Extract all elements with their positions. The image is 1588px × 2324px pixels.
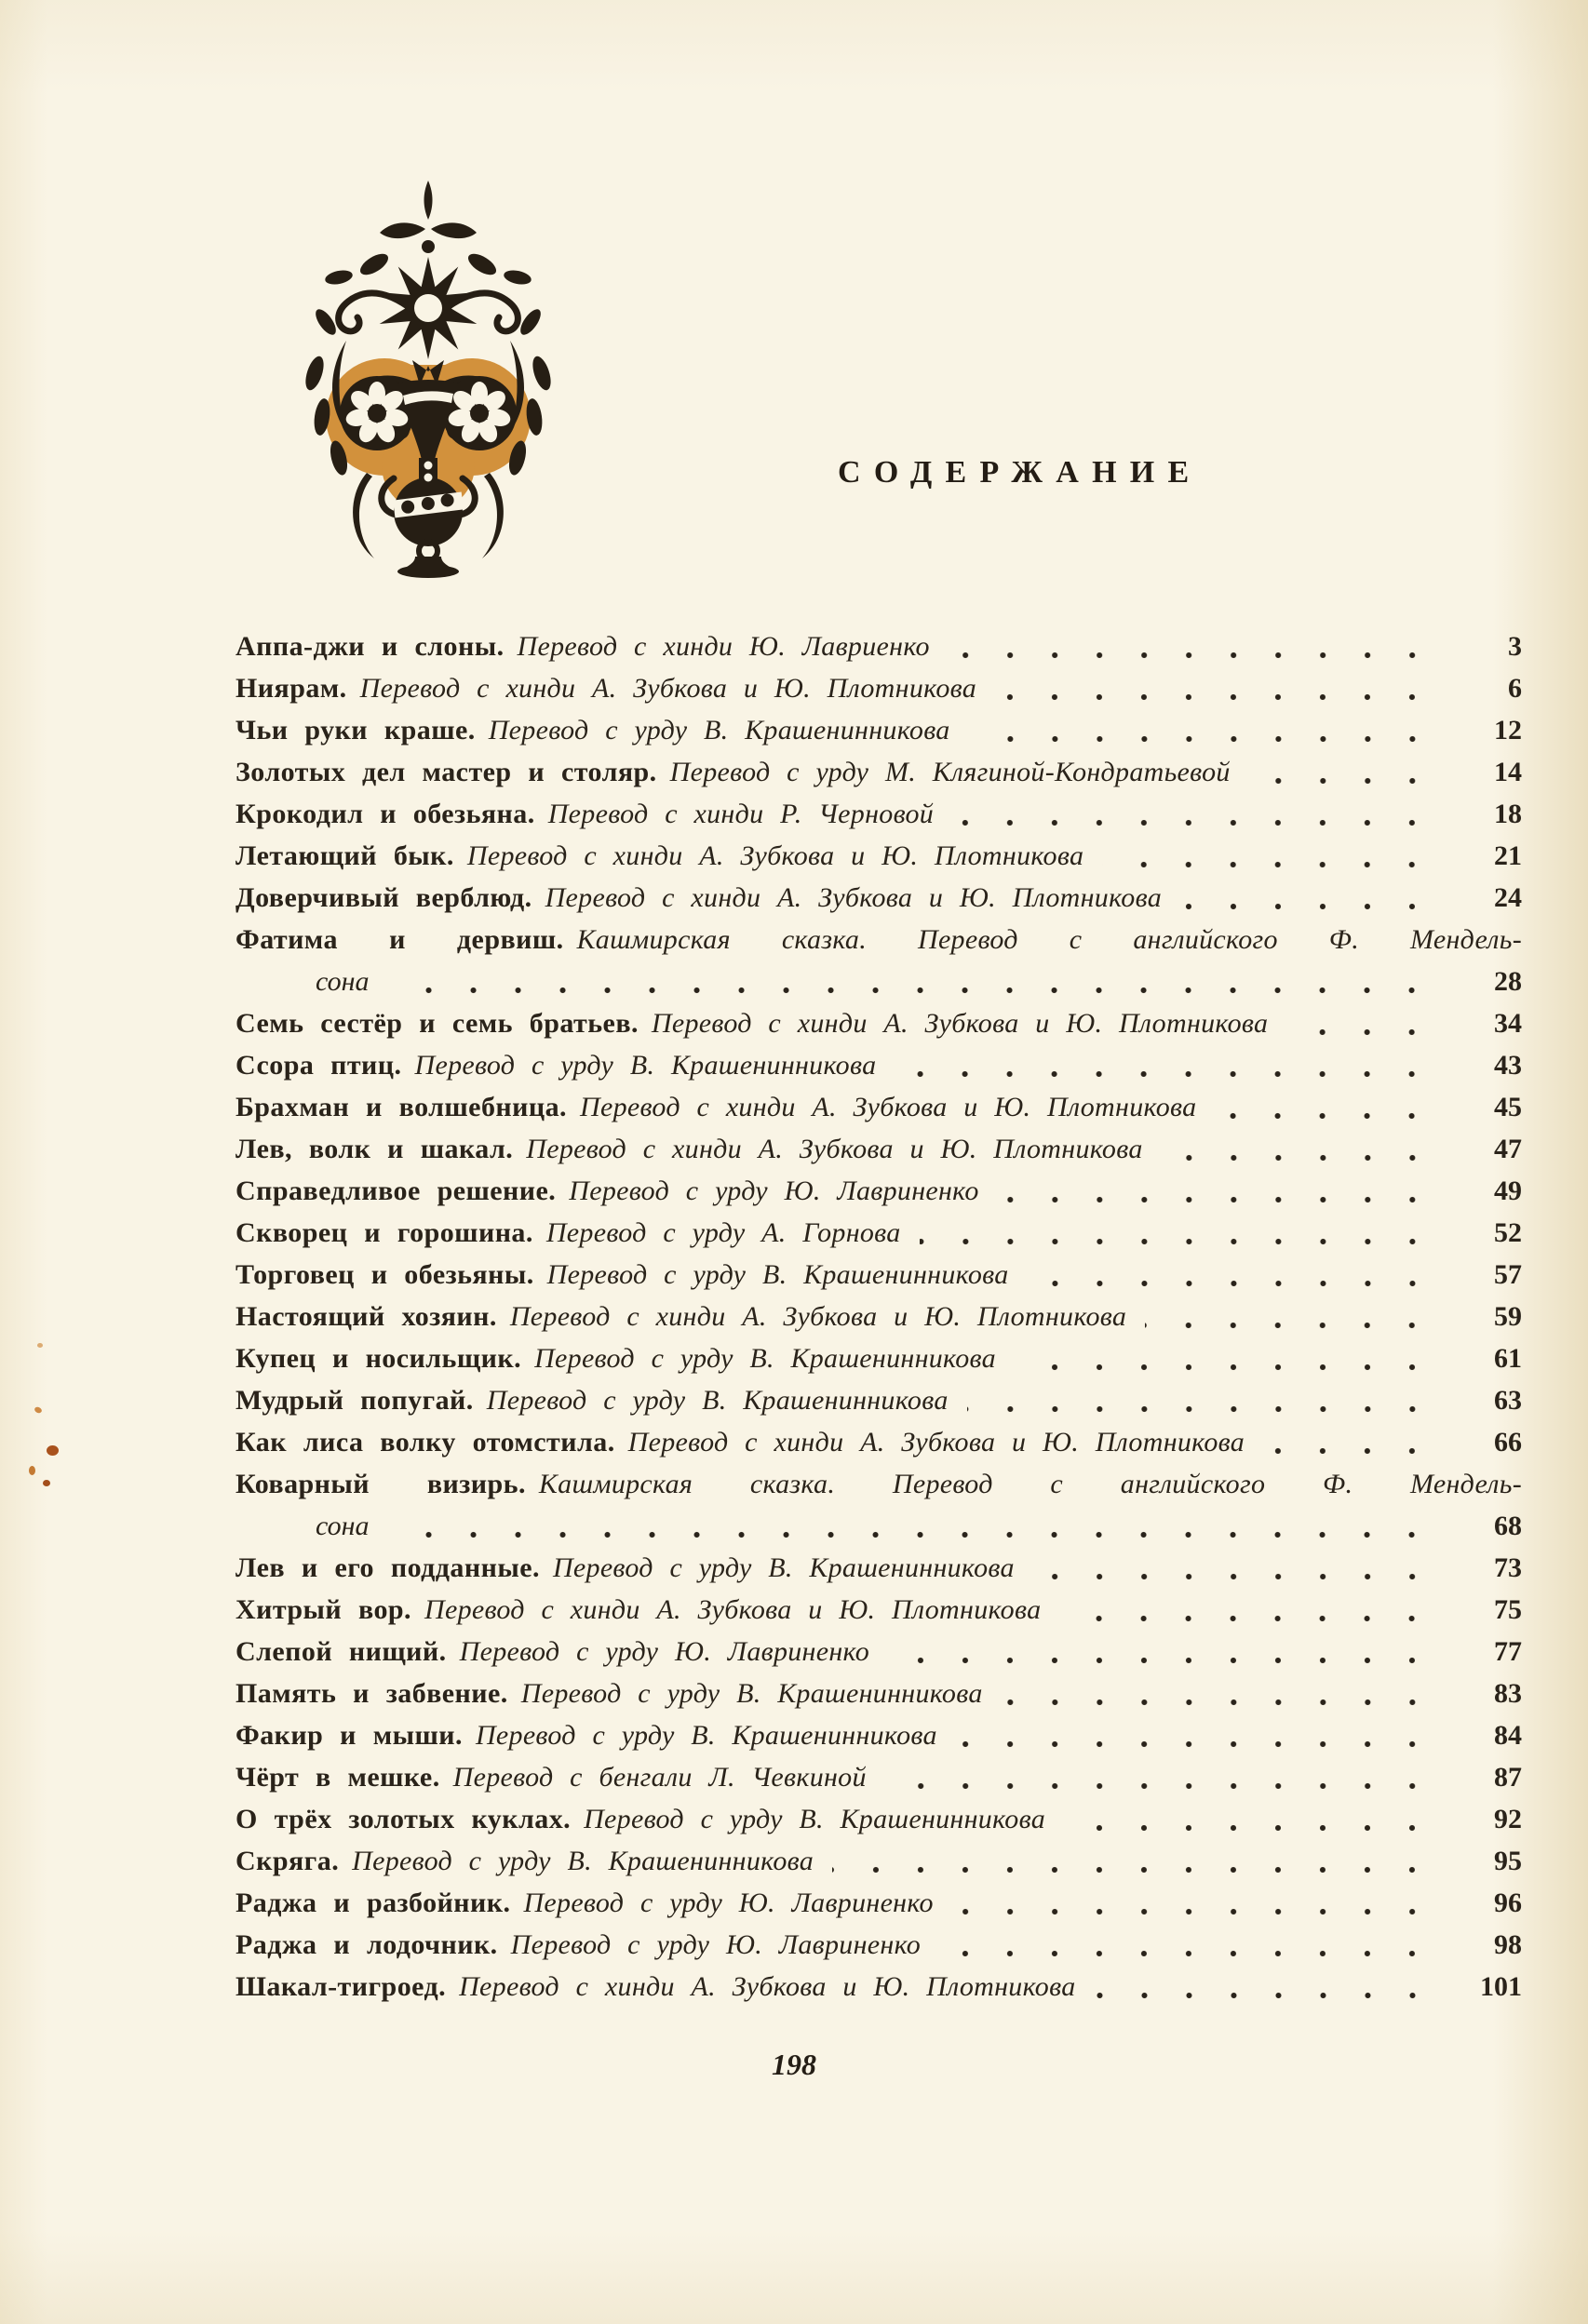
toc-entry xyxy=(236,709,1522,751)
story-title: Факир и мыши. xyxy=(236,1720,463,1751)
story-title: О трёх золотых куклах. xyxy=(236,1804,572,1834)
translation-credit: Перевод с урду А. Горнова xyxy=(545,1217,901,1248)
story-title: Аппа-джи и слоны. xyxy=(236,631,505,662)
translation-credit: Перевод с хинди А. Зубкова и Ю. Плотникова xyxy=(526,1134,1143,1164)
floral-vase-ornament xyxy=(289,173,568,583)
dot-leader xyxy=(1002,1699,1453,1706)
page-number: 52 xyxy=(1494,1217,1522,1248)
story-title: Чьи руки краше. xyxy=(236,715,476,746)
dot-leader xyxy=(998,1196,1453,1203)
dot-leader xyxy=(387,1531,1453,1538)
dot-leader xyxy=(387,987,1453,994)
toc-entry xyxy=(236,1337,1522,1379)
page-number: 92 xyxy=(1494,1804,1522,1834)
translation-credit: Перевод с урду В. Крашенинникова xyxy=(475,1720,937,1751)
story-title: Доверчивый верблюд. xyxy=(236,882,532,913)
story-title: Шакал-тигроед. xyxy=(236,1971,447,2002)
translation-credit: Кашмирская сказка. Перевод с английского Ф. Мендель- xyxy=(576,924,1523,955)
toc-entry xyxy=(236,1379,1522,1421)
translation-credit: Перевод с бенгали Л. Чевкиной xyxy=(452,1762,867,1793)
story-title: Брахман и волшебница. xyxy=(236,1092,567,1122)
page-number: 95 xyxy=(1494,1846,1522,1876)
dot-leader xyxy=(1028,1280,1453,1287)
page-number: 63 xyxy=(1494,1385,1522,1416)
page-number: 18 xyxy=(1494,799,1522,829)
toc-entry-line1 xyxy=(236,1463,1522,1505)
toc-entry xyxy=(236,1296,1522,1337)
page-number: 24 xyxy=(1494,882,1522,913)
translation-credit: Перевод с хинди А. Зубкова и Ю. Плотникова xyxy=(466,840,1084,871)
foxing-speck xyxy=(37,1343,43,1348)
translation-credit: Перевод с урду В. Крашенинникова xyxy=(352,1846,814,1876)
translation-credit: Перевод с урду Ю. Лавриненко xyxy=(459,1636,870,1667)
toc-entry xyxy=(236,1002,1522,1044)
dot-leader xyxy=(888,1657,1453,1664)
story-title: Золотых дел мастер и столяр. xyxy=(236,757,657,787)
dot-leader xyxy=(1145,1322,1453,1329)
translation-credit: Перевод с хинди А. Зубкова и Ю. Плотникова xyxy=(509,1301,1127,1332)
page-number: 73 xyxy=(1494,1552,1522,1583)
dot-leader xyxy=(920,1238,1453,1245)
dot-leader xyxy=(1064,1824,1453,1832)
translation-credit: Перевод с урду В. Крашенинникова xyxy=(534,1343,996,1374)
story-title: Купец и носильщик. xyxy=(236,1343,522,1374)
story-title-continuation: сона xyxy=(316,966,370,997)
page-number: 6 xyxy=(1508,673,1522,704)
page-title: СОДЕРЖАНИЕ xyxy=(838,455,1203,490)
translation-credit: Перевод с урду В. Крашенинникова xyxy=(520,1678,983,1709)
foxing-speck xyxy=(47,1445,59,1456)
page-number: 68 xyxy=(1494,1511,1522,1541)
translation-credit: Перевод с хинди А. Зубкова и Ю. Плотникова xyxy=(545,882,1163,913)
translation-credit: Перевод с урду Ю. Лавриненко xyxy=(569,1175,979,1206)
dot-leader xyxy=(939,1950,1453,1957)
toc-entry xyxy=(236,793,1522,835)
story-title-continuation: сона xyxy=(316,1511,370,1541)
toc-entry xyxy=(236,1966,1522,2008)
dot-leader xyxy=(1059,1615,1453,1622)
toc-entry xyxy=(236,1924,1522,1966)
toc-entry xyxy=(236,751,1522,793)
story-title: Настоящий хозяин. xyxy=(236,1301,497,1332)
translation-credit: Перевод с урду В. Крашенинникова xyxy=(486,1385,949,1416)
page-number: 98 xyxy=(1494,1929,1522,1960)
translation-credit: Перевод с урду В. Крашенинникова xyxy=(552,1552,1015,1583)
translation-credit: Перевод с хинди А. Зубкова и Ю. Плотникова xyxy=(459,1971,1076,2002)
page-number: 75 xyxy=(1494,1594,1522,1625)
story-title: Хитрый вор. xyxy=(236,1594,411,1625)
story-title: Ссора птиц. xyxy=(236,1050,402,1081)
toc-entry xyxy=(236,1421,1522,1463)
page-number: 77 xyxy=(1494,1636,1522,1667)
toc-entry xyxy=(236,1044,1522,1086)
page-number: 3 xyxy=(1508,631,1522,662)
page-number: 83 xyxy=(1494,1678,1522,1709)
story-title: Справедливое решение. xyxy=(236,1175,557,1206)
translation-credit: Перевод с урду В. Крашенинникова xyxy=(488,715,950,746)
translation-credit: Перевод с хинди А. Зубкова и Ю. Плотникова xyxy=(651,1008,1269,1039)
page-number: 45 xyxy=(1494,1092,1522,1122)
page-number: 96 xyxy=(1494,1887,1522,1918)
translation-credit: Перевод с урду В. Крашенинникова xyxy=(584,1804,1045,1834)
translation-credit: Перевод с урду Ю. Лавриненко xyxy=(523,1887,934,1918)
toc-entry xyxy=(236,1672,1522,1714)
page-number: 101 xyxy=(1480,1971,1522,2002)
toc-entry xyxy=(236,1589,1522,1631)
toc-entry xyxy=(236,1631,1522,1672)
toc-entry xyxy=(236,1547,1522,1589)
page-number: 14 xyxy=(1494,757,1522,787)
story-title: Коварный визирь. xyxy=(236,1469,526,1499)
dot-leader xyxy=(832,1866,1453,1874)
toc-entry xyxy=(236,877,1522,919)
foxing-speck xyxy=(29,1466,35,1475)
story-title: Слепой нищий. xyxy=(236,1636,447,1667)
toc-entry xyxy=(236,667,1522,709)
toc-entry xyxy=(236,835,1522,877)
story-title: Семь сестёр и семь братьев. xyxy=(236,1008,639,1039)
dot-leader xyxy=(967,1405,1453,1413)
page-number: 59 xyxy=(1494,1301,1522,1332)
toc-entry xyxy=(236,1212,1522,1254)
dot-leader xyxy=(1180,903,1453,910)
page-number: 84 xyxy=(1494,1720,1522,1751)
dot-leader xyxy=(995,693,1453,701)
translation-credit: Перевод с хинди Р. Черновой xyxy=(547,799,935,829)
toc-entry xyxy=(236,1170,1522,1212)
toc-entry xyxy=(236,1756,1522,1798)
story-title: Летающий бык. xyxy=(236,840,454,871)
toc-list xyxy=(236,625,1522,2008)
page-number: 28 xyxy=(1494,966,1522,997)
toc-entry xyxy=(236,625,1522,667)
story-title: Мудрый попугай. xyxy=(236,1385,474,1416)
toc-entry-line2 xyxy=(236,1505,1522,1547)
page-number: 12 xyxy=(1494,715,1522,746)
page-number: 87 xyxy=(1494,1762,1522,1793)
toc-entry xyxy=(236,1840,1522,1882)
dot-leader xyxy=(885,1782,1453,1790)
page-number: 21 xyxy=(1494,840,1522,871)
dot-leader xyxy=(1215,1112,1453,1120)
dot-leader xyxy=(949,652,1453,659)
translation-credit: Перевод с хинди Ю. Лавриенко xyxy=(517,631,930,662)
dot-leader xyxy=(1033,1573,1453,1580)
translation-credit: Перевод с хинди А. Зубкова и Ю. Плотникова xyxy=(627,1427,1245,1458)
story-title: Раджа и лодочник. xyxy=(236,1929,498,1960)
dot-leader xyxy=(956,1740,1453,1748)
foxing-speck xyxy=(43,1480,50,1486)
footer-page-number: 198 xyxy=(772,2048,816,2081)
page-number: 57 xyxy=(1494,1259,1522,1290)
translation-credit: Кашмирская сказка. Перевод с английского Ф. Мендель- xyxy=(538,1469,1522,1499)
story-title: Лев и его подданные. xyxy=(236,1552,540,1583)
dot-leader xyxy=(952,1908,1453,1915)
story-title: Ниярам. xyxy=(236,673,347,704)
story-title: Лев, волк и шакал. xyxy=(236,1134,514,1164)
translation-credit: Перевод с хинди А. Зубкова и Ю. Плотникова xyxy=(359,673,977,704)
dot-leader xyxy=(1249,777,1453,785)
story-title: Раджа и разбойник. xyxy=(236,1887,511,1918)
toc-entry xyxy=(236,1882,1522,1924)
toc-entry-line2 xyxy=(236,960,1522,1002)
page-number: 47 xyxy=(1494,1134,1522,1164)
translation-credit: Перевод с урду В. Крашенинникова xyxy=(546,1259,1009,1290)
page-number: 43 xyxy=(1494,1050,1522,1081)
page-number: 61 xyxy=(1494,1343,1522,1374)
page-number: 34 xyxy=(1494,1008,1522,1039)
story-title: Скворец и горошина. xyxy=(236,1217,533,1248)
translation-credit: Перевод с урду В. Крашенинникова xyxy=(414,1050,877,1081)
translation-credit: Перевод с хинди А. Зубкова и Ю. Плотникова xyxy=(580,1092,1197,1122)
story-title: Скряга. xyxy=(236,1846,340,1876)
dot-leader xyxy=(895,1070,1453,1078)
page-number: 66 xyxy=(1494,1427,1522,1458)
translation-credit: Перевод с хинди А. Зубкова и Ю. Плотникова xyxy=(424,1594,1042,1625)
toc-entry xyxy=(236,1714,1522,1756)
story-title: Крокодил и обезьяна. xyxy=(236,799,535,829)
story-title: Фатима и дервиш. xyxy=(236,924,564,955)
dot-leader xyxy=(1286,1028,1453,1036)
translation-credit: Перевод с урду М. Клягиной-Кондратьевой xyxy=(669,757,1231,787)
foxing-speck xyxy=(34,1406,43,1415)
story-title: Чёрт в мешке. xyxy=(236,1762,440,1793)
story-title: Торговец и обезьяны. xyxy=(236,1259,534,1290)
toc-entry-line1 xyxy=(236,919,1522,960)
toc-entry xyxy=(236,1798,1522,1840)
toc-entry xyxy=(236,1254,1522,1296)
toc-entry xyxy=(236,1128,1522,1170)
dot-leader xyxy=(1102,861,1453,868)
dot-leader xyxy=(952,819,1453,826)
ornament-foot xyxy=(397,542,459,578)
dot-leader xyxy=(1162,1154,1453,1162)
dot-leader xyxy=(1095,1992,1453,1999)
translation-credit: Перевод с урду Ю. Лавриненко xyxy=(510,1929,922,1960)
dot-leader xyxy=(1015,1364,1453,1371)
story-title: Память и забвение. xyxy=(236,1678,508,1709)
dot-leader xyxy=(969,735,1453,743)
toc-entry xyxy=(236,1086,1522,1128)
story-title: Как лиса волку отомстила. xyxy=(236,1427,615,1458)
dot-leader xyxy=(1263,1447,1453,1455)
page-number: 49 xyxy=(1494,1175,1522,1206)
